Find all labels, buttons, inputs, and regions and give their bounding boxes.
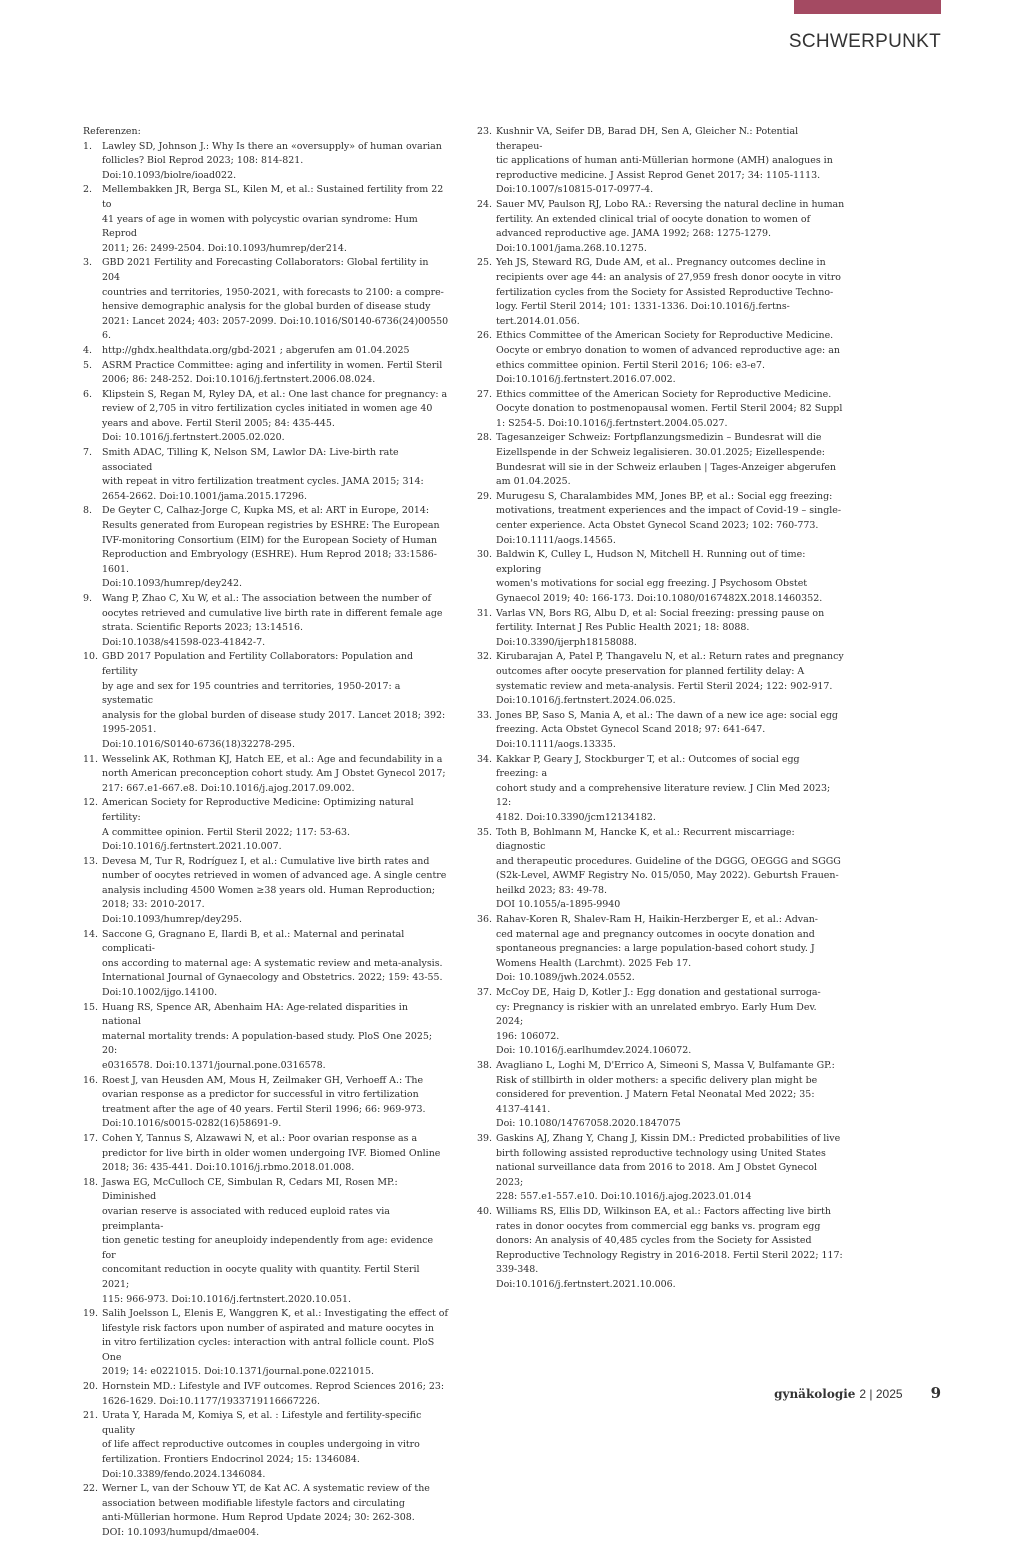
reference-item	[477, 256, 845, 329]
reference-number: 21.	[83, 1410, 99, 1422]
reference-item	[83, 1380, 449, 1409]
reference-text: Sauer MV, Paulson RJ, Lobo RA.: Reversing the natural decline in human fertility. An extended clinical trial of oocyte donation to women of advanced reproductive age. JAMA 1992; 268: 1275-1279. Doi:10.1001/jama.268.10.1275.	[496, 198, 845, 254]
reference-item	[83, 928, 449, 1001]
reference-number: 16.	[83, 1074, 99, 1086]
reference-text: Tagesanzeiger Schweiz: Fortpflanzungsmedizin – Bundesrat will die Eizellspende in der Schweiz legalisieren. 30.01.2025; Eizellespende: Bundesrat will sie in der Schweiz erlauben | Tages-Anzeiger abgerufen am 01.04.2025.	[496, 432, 836, 488]
reference-number: 26.	[477, 330, 493, 342]
reference-item	[477, 548, 845, 606]
header-accent-bar	[794, 0, 941, 14]
reference-text: Toth B, Bohlmann M, Hancke K, et al.: Recurrent miscarriage: diagnostic and therapeutic procedures. Guideline of the DGGG, OEGGG and SGGG (S2k-Level, AWMF Registry No. 015/050, May 2022). Geburtsh Frauen- heilkd 2023; 83: 49-78. DOI 10.1055/a-1895-9940	[496, 826, 841, 911]
reference-number: 29.	[477, 490, 493, 502]
reference-item	[83, 1307, 449, 1380]
reference-number: 2.	[83, 184, 93, 196]
reference-number: 31.	[477, 607, 493, 619]
reference-text: Kirubarajan A, Patel P, Thangavelu N, et al.: Return rates and pregnancy outcomes after oocyte preservation for planned fertility delay: A systematic review and meta-analysis. Fertil Steril 2024; 122: 902-917. Doi:10.1016/j.fertnstert.2024.06.025.	[496, 651, 844, 707]
reference-number: 13.	[83, 855, 99, 867]
reference-item	[83, 1176, 449, 1307]
reference-item	[83, 650, 449, 752]
reference-text: Rahav-Koren R, Shalev-Ram H, Haikin-Herzberger E, et al.: Advan- ced maternal age and pregnancy outcomes in oocyte donation and spontaneous pregnancies: a large population-based cohort study. J Womens Health (Larchmt). 2025 Feb 17. Doi: 10.1089/jwh.2024.0552.	[496, 914, 818, 984]
reference-item	[83, 1409, 449, 1482]
reference-item	[477, 431, 845, 489]
reference-item	[477, 198, 845, 256]
reference-number: 20.	[83, 1381, 99, 1393]
reference-item	[83, 1132, 449, 1176]
reference-number: 30.	[477, 549, 493, 561]
reference-text: Ethics committee of the American Society for Reproductive Medicine. Oocyte donation to postmenopausal women. Fertil Steril 2004; 82 Suppl 1: S254-5. Doi:10.1016/j.fertnstert.2004.05.027.	[496, 388, 843, 429]
reference-item	[477, 388, 845, 432]
reference-text: Huang RS, Spence AR, Abenhaim HA: Age-related disparities in national maternal mortality trends: A population-based study. PloS One 2025; 20: e0316578. Doi:10.1371/journal.pone.0316578.	[102, 1001, 433, 1071]
reference-text: Hornstein MD.: Lifestyle and IVF outcomes. Reprod Sciences 2016; 23: 1626-1629. Doi:10.1177/1933719116667226.	[102, 1381, 445, 1407]
reference-text: Jaswa EG, McCulloch CE, Simbulan R, Cedars MI, Rosen MP.: Diminished ovarian reserve is associated with reduced euploid rates via preimplanta- tion genetic testing for aneuploidy independently from age: evidence for concomitant reduction in oocyte quality with quantity. Fertil Steril 2021; 115: 966-973. Doi:10.1016/j.fertnstert.2020.10.051.	[102, 1176, 434, 1305]
reference-item	[83, 359, 449, 388]
reference-list-left	[83, 140, 449, 1541]
reference-text: De Geyter C, Calhaz-Jorge C, Kupka MS, et al: ART in Europe, 2014: Results generated from European registries by ESHRE: The European IVF-monitoring Consortium (EIM) for the European Society of Human Reproduction and Embryology (ESHRE). Hum Reprod 2018; 33:1586- 1601. Doi:10.1093/humrep/dey242.	[102, 505, 440, 590]
reference-number: 22.	[83, 1483, 99, 1495]
reference-number: 25.	[477, 257, 493, 269]
reference-item	[83, 344, 449, 359]
reference-number: 15.	[83, 1001, 99, 1013]
reference-number: 38.	[477, 1060, 493, 1071]
reference-text: Werner L, van der Schouw YT, de Kat AC. A systematic review of the association between modifiable lifestyle factors and circulating anti-Müllerian hormone. Hum Reprod Update 2024; 30: 262-308. DOI: 10.1093/humupd/dmae004.	[102, 1483, 430, 1538]
reference-item	[83, 504, 449, 592]
page-number: 9	[930, 1384, 941, 1402]
reference-item	[477, 1205, 845, 1293]
reference-text: GBD 2017 Population and Fertility Collaborators: Population and fertility by age and sex for 195 countries and territories, 1950-2017: a systematic analysis for the global burden of disease study 2017. Lancet 2018; 392: 1995-2051. Doi:10.1016/S0140-6736(18)32278-295.	[102, 651, 446, 750]
reference-text: Wang P, Zhao C, Xu W, et al.: The association between the number of oocytes retrieved and cumulative live birth rate in different female age strata. Scientific Reports 2023; 13:14516. Doi:10.1038/s41598-023-41842-7.	[102, 593, 443, 648]
references-column-left	[83, 125, 449, 1541]
reference-item	[477, 826, 845, 914]
reference-item	[477, 709, 845, 753]
reference-number: 18.	[83, 1176, 99, 1188]
reference-number: 39.	[477, 1132, 493, 1144]
reference-number: 19.	[83, 1308, 99, 1320]
reference-text: McCoy DE, Haig D, Kotler J.: Egg donation and gestational surroga- cy: Pregnancy is riskier with an unrelated embryo. Early Hum Dev. 2024; 196: 106072. Doi: 10.1016/j.earlhumdev.2024.106072.	[496, 987, 821, 1057]
reference-text: Baldwin K, Culley L, Hudson N, Mitchell H. Running out of time: exploring women's motivations for social egg freezing. J Psychosom Obstet Gynaecol 2019; 40: 166-173. Doi:10.1080/0167482X.2018.1460352.	[496, 549, 823, 604]
reference-text: Avagliano L, Loghi M, D'Errico A, Simeoni S, Massa V, Bulfamante GP.: Risk of stillbirth in older mothers: a specific delivery plan might be considered for prevention. J Matern Fetal Neonatal Med 2022; 35: 4137-4141. Doi: 10.1080/14767058.2020.1847075	[496, 1060, 835, 1130]
reference-item	[477, 986, 845, 1059]
reference-text: Murugesu S, Charalambides MM, Jones BP, et al.: Social egg freezing: motivations, treatment experiences and the impact of Covid-19 – single- center experience. Acta Obstet Gynecol Scand 2023; 102: 760-773. Doi:10.1111/aogs.14565.	[496, 490, 842, 546]
reference-number: 10.	[83, 651, 99, 663]
reference-item	[83, 1482, 449, 1540]
reference-item	[477, 1132, 845, 1205]
issue-number: 2 | 2025	[859, 1387, 903, 1401]
reference-text: Salih Joelsson L, Elenis E, Wanggren K, et al.: Investigating the effect of lifestyle risk factors upon number of aspirated and mature oocytes in in vitro fertilization cycles: interaction with antral follicle count. PloS One 2019; 14: e0221015. Doi:10.1371/journal.pone.0221015.	[102, 1308, 448, 1378]
reference-number: 14.	[83, 928, 99, 940]
reference-item	[477, 1059, 845, 1132]
reference-item	[83, 855, 449, 928]
reference-text: Gaskins AJ, Zhang Y, Chang J, Kissin DM.: Predicted probabilities of live birth following assisted reproductive technology using United States national surveillance data from 2016 to 2018. Am J Obstet Gynecol 2023; 228: 557.e1-557.e10. Doi:10.1016/j.ajog.2023.01.014	[496, 1132, 841, 1203]
reference-number: 40.	[477, 1205, 493, 1217]
reference-text: Mellembakken JR, Berga SL, Kilen M, et al.: Sustained fertility from 22 to 41 years of age in women with polycystic ovarian syndrome: Hum Reprod 2011; 26: 2499-2504. Doi:10.1093/humrep/der214.	[102, 184, 444, 254]
reference-number: 11.	[83, 753, 99, 765]
reference-item	[83, 592, 449, 650]
reference-item	[83, 1001, 449, 1074]
reference-item	[477, 753, 845, 826]
reference-text: Yeh JS, Steward RG, Dude AM, et al.. Pregnancy outcomes decline in recipients over age 44: an analysis of 27,959 fresh donor oocyte in vitro fertilization cycles from the Society for Assisted Reproductive Techno- logy. Fertil Steril 2014; 101: 1331-1336. Doi:10.1016/j.fertns- tert.2014.01.056.	[496, 257, 841, 327]
reference-number: 35.	[477, 826, 493, 838]
reference-text: Jones BP, Saso S, Mania A, et al.: The dawn of a new ice age: social egg freezing. Acta Obstet Gynecol Scand 2018; 97: 641-647. Doi:10.1111/aogs.13335.	[496, 709, 838, 750]
reference-number: 12.	[83, 797, 99, 809]
reference-text: Varlas VN, Bors RG, Albu D, et al: Social freezing: pressing pause on fertility. Internat J Res Public Health 2021; 18: 8088. Doi:10.3390/ijerph18158088.	[496, 607, 825, 648]
reference-text: Smith ADAC, Tilling K, Nelson SM, Lawlor DA: Live-birth rate associated with repeat in vitro fertilization treatment cycles. JAMA 2015; 314: 2654-2662. Doi:10.1001/jama.2015.17296.	[102, 447, 424, 502]
reference-number: 33.	[477, 709, 493, 721]
reference-text: Devesa M, Tur R, Rodríguez I, et al.: Cumulative live birth rates and number of oocytes retrieved in women of advanced age. A single centre analysis including 4500 Women ≥38 years old. Human Reproduction; 2018; 33: 2010-2017. Doi:10.1093/humrep/dey295.	[102, 855, 447, 926]
reference-number: 6.	[83, 388, 93, 400]
reference-text: http://ghdx.healthdata.org/gbd-2021 ; abgerufen am 01.04.2025	[102, 344, 410, 356]
reference-number: 36.	[477, 914, 493, 926]
reference-number: 9.	[83, 593, 93, 604]
reference-text: Roest J, van Heusden AM, Mous H, Zeilmaker GH, Verhoeff A.: The ovarian response as a predictor for successful in vitro fertilization treatment after the age of 40 years. Fertil Steril 1996; 66: 969-973. Doi:10.1016/s0015-0282(16)58691-9.	[102, 1074, 426, 1130]
reference-item	[83, 183, 449, 256]
reference-text: Wesselink AK, Rothman KJ, Hatch EE, et al.: Age and fecundability in a north American preconception cohort study. Am J Obstet Gynecol 2017; 217: 667.e1-667.e8. Doi:10.1016/j.ajog.2017.09.002.	[102, 753, 446, 794]
reference-number: 28.	[477, 432, 493, 444]
reference-number: 23.	[477, 126, 493, 137]
reference-item	[477, 490, 845, 548]
reference-item	[477, 607, 845, 651]
reference-number: 34.	[477, 753, 493, 765]
reference-number: 4.	[83, 344, 93, 356]
reference-number: 5.	[83, 359, 93, 371]
page-footer	[774, 1384, 941, 1402]
reference-text: Klipstein S, Regan M, Ryley DA, et al.: One last chance for pregnancy: a review of 2,705 in vitro fertilization cycles initiated in women age 40 years and above. Fertil Steril 2005; 84: 435-445. Doi: 10.1016/j.fertnstert.2005.02.020.	[102, 388, 448, 444]
reference-item	[83, 446, 449, 504]
reference-text: Urata Y, Harada M, Komiya S, et al. : Lifestyle and fertility-specific quality of life affect reproductive outcomes in couples undergoing in vitro fertilization. Frontiers Endocrinol 2024; 15: 1346084. Doi:10.3389/fendo.2024.1346084.	[102, 1410, 422, 1480]
reference-number: 3.	[83, 257, 93, 269]
reference-number: 37.	[477, 987, 493, 999]
reference-text: GBD 2021 Fertility and Forecasting Collaborators: Global fertility in 204 countries and territories, 1950-2021, with forecasts to 2100: a compre- hensive demographic analysis for the global burden of disease study 2021: Lancet 2024; 403: 2057-2099. Doi:10.1016/S0140-6736(24)00550 6.	[102, 257, 449, 342]
reference-text: American Society for Reproductive Medicine: Optimizing natural fertility: A committee opinion. Fertil Steril 2022; 117: 53-63. Doi:10.1016/j.fertnstert.2021.10.007.	[102, 797, 414, 853]
section-title: SCHWERPUNKT	[788, 31, 941, 52]
reference-text: Ethics Committee of the American Society for Reproductive Medicine. Oocyte or embryo donation to women of advanced reproductive age: an ethics committee opinion. Fertil Steril 2016; 106: e3-e7. Doi:10.1016/j.fertnstert.2016.07.002.	[496, 330, 840, 386]
reference-item	[83, 388, 449, 446]
reference-item	[83, 796, 449, 854]
reference-text: ASRM Practice Committee: aging and infertility in women. Fertil Steril 2006; 86: 248-252. Doi:10.1016/j.fertnstert.2006.08.024.	[102, 359, 443, 386]
journal-name: gynäkologie	[774, 1387, 856, 1401]
reference-text: Saccone G, Gragnano E, Ilardi B, et al.: Maternal and perinatal complicati- ons according to maternal age: A systematic review and meta-analysis. International Journal of Gynaecology and Obstetrics. 2022; 159: 43-55. Doi:10.1002/ijgo.14100.	[102, 928, 443, 999]
reference-item	[83, 753, 449, 797]
reference-item	[83, 256, 449, 344]
reference-item	[83, 140, 449, 184]
reference-item	[477, 125, 845, 198]
reference-number: 32.	[477, 651, 493, 663]
reference-text: Kakkar P, Geary J, Stockburger T, et al.: Outcomes of social egg freezing: a cohort study and a comprehensive literature review. J Clin Med 2023; 12: 4182. Doi:10.3390/jcm12134182.	[496, 753, 831, 823]
reference-item	[477, 329, 845, 387]
reference-text: Lawley SD, Johnson J.: Why Is there an «oversupply» of human ovarian follicles? Biol Reprod 2023; 108: 814-821. Doi:10.1093/biolre/ioad022.	[102, 140, 442, 181]
reference-number: 7.	[83, 447, 93, 459]
reference-text: Williams RS, Ellis DD, Wilkinson EA, et al.: Factors affecting live birth rates in donor oocytes from commercial egg banks vs. program egg donors: An analysis of 40,485 cycles from the Society for Assisted Reproductive Technology Registry in 2016-2018. Fertil Steril 2022; 117: 339-348. Doi:10.1016/j.fertnstert.2021.10.006.	[496, 1205, 843, 1290]
reference-text: Kushnir VA, Seifer DB, Barad DH, Sen A, Gleicher N.: Potential therapeu- tic applications of human anti-Müllerian hormone (AMH) analogues in reproductive medicine. J Assist Reprod Genet 2017; 34: 1105-1113. Doi:10.1007/s10815-017-0977-4.	[496, 126, 833, 196]
reference-number: 8.	[83, 505, 93, 517]
reference-number: 27.	[477, 388, 493, 400]
reference-text: Cohen Y, Tannus S, Alzawawi N, et al.: Poor ovarian response as a predictor for live birth in older women undergoing IVF. Biomed Online 2018; 36: 435-441. Doi:10.1016/j.rbmo.2018.01.008.	[102, 1132, 441, 1174]
reference-list-right	[477, 125, 845, 1293]
references-column-right	[477, 125, 845, 1293]
reference-item	[477, 913, 845, 986]
reference-item	[477, 650, 845, 708]
reference-number: 1.	[83, 140, 93, 152]
references-heading: Referenzen:	[83, 126, 141, 137]
reference-number: 17.	[83, 1132, 99, 1144]
reference-number: 24.	[477, 198, 493, 210]
reference-item	[83, 1074, 449, 1132]
